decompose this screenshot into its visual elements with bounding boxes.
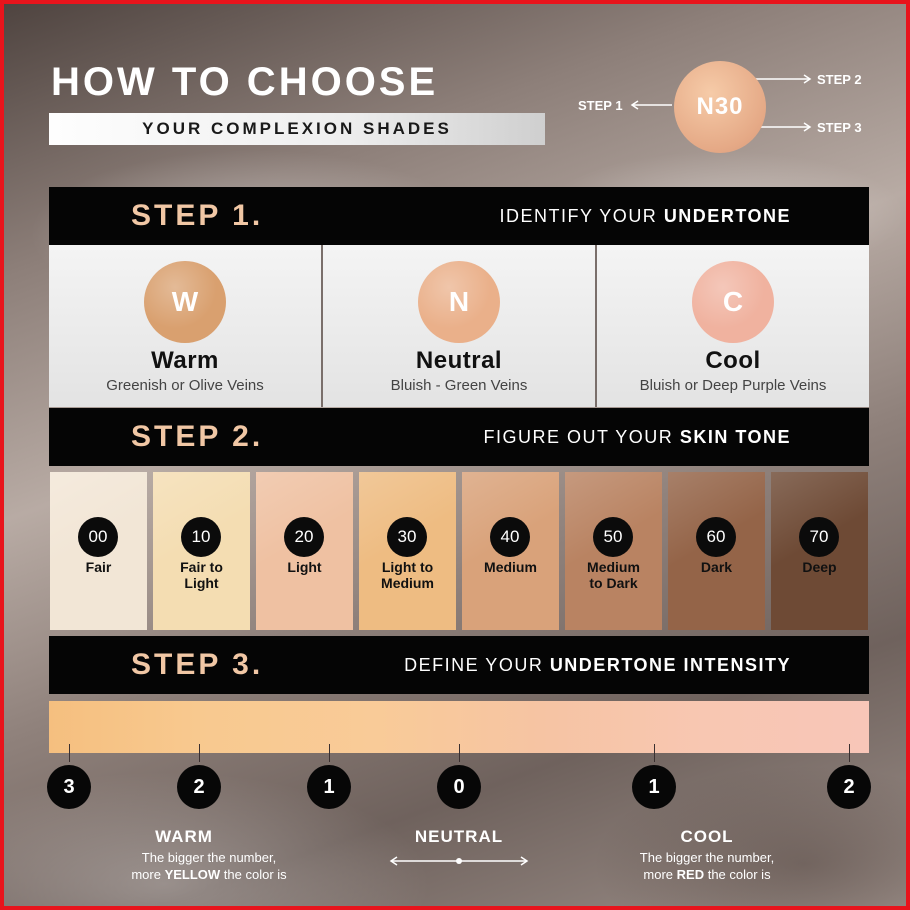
step-3-description: DEFINE YOUR UNDERTONE INTENSITY xyxy=(404,655,791,675)
step-2-description: FIGURE OUT YOUR SKIN TONE xyxy=(483,427,791,447)
callout-step-2: STEP 2 xyxy=(817,72,862,87)
main-title: HOW TO CHOOSE xyxy=(51,60,439,104)
skin-tone-label: Medium to Dark xyxy=(587,559,640,591)
step-2-title: STEP 2. xyxy=(131,420,264,453)
skin-tone-label: Fair xyxy=(85,559,112,575)
skin-tone-number: 50 xyxy=(593,517,633,557)
skin-tone-number: 20 xyxy=(284,517,324,557)
undertone-description: Greenish or Olive Veins xyxy=(106,377,264,394)
intensity-level: 0 xyxy=(437,765,481,809)
skin-tone-swatch xyxy=(771,472,868,630)
skin-tone-label: Dark xyxy=(700,559,733,575)
undertone-letter: N xyxy=(448,286,470,317)
skin-tone-number: 00 xyxy=(78,517,118,557)
step-1-title: STEP 1. xyxy=(131,199,264,232)
skin-tone-swatch xyxy=(256,472,353,630)
intensity-level: 2 xyxy=(177,765,221,809)
skin-tone-number: 60 xyxy=(696,517,736,557)
skin-tone-swatch xyxy=(153,472,250,630)
scale-tick xyxy=(459,744,460,762)
undertone-warm xyxy=(49,245,321,407)
scale-tick xyxy=(69,744,70,762)
step-2-bar xyxy=(49,408,869,466)
undertone-letter: C xyxy=(722,286,744,317)
step-3-bar xyxy=(49,636,869,694)
scale-tick xyxy=(849,744,850,762)
intensity-level: 1 xyxy=(632,765,676,809)
cool-description: The bigger the number, more RED the color is xyxy=(639,850,775,882)
cool-label: COOL xyxy=(680,827,734,846)
callout-step-1: STEP 1 xyxy=(578,98,623,113)
skin-tone-swatch xyxy=(565,472,662,630)
skin-tone-label: Deep xyxy=(802,559,837,575)
undertone-name: Neutral xyxy=(415,347,503,374)
skin-tone-swatch xyxy=(462,472,559,630)
skin-tone-swatch xyxy=(359,472,456,630)
skin-tone-number: 10 xyxy=(181,517,221,557)
step-3-title: STEP 3. xyxy=(131,648,264,681)
undertone-name: Warm xyxy=(151,347,219,374)
undertone-cool xyxy=(597,245,869,407)
skin-tone-label: Medium xyxy=(484,559,537,575)
warm-label: WARM xyxy=(155,827,213,846)
skin-tone-label: Light to Medium xyxy=(381,559,434,591)
scale-tick xyxy=(199,744,200,762)
skin-tone-number: 40 xyxy=(490,517,530,557)
skin-tone-label: Light xyxy=(287,559,322,575)
step-1-bar xyxy=(49,187,869,245)
warm-description: The bigger the number, more YELLOW the color is xyxy=(131,850,287,882)
skin-tone-swatch xyxy=(668,472,765,630)
scale-tick xyxy=(329,744,330,762)
intensity-level: 2 xyxy=(827,765,871,809)
double-arrow-icon xyxy=(388,854,530,868)
skin-tone-label: Fair to Light xyxy=(180,559,223,591)
intensity-level: 1 xyxy=(307,765,351,809)
undertone-neutral xyxy=(323,245,595,407)
undertone-letter: W xyxy=(171,286,199,317)
undertone-description: Bluish - Green Veins xyxy=(390,377,528,394)
callout-step-3: STEP 3 xyxy=(817,120,862,135)
neutral-label: NEUTRAL xyxy=(414,827,504,846)
undertone-description: Bluish or Deep Purple Veins xyxy=(639,377,827,394)
intensity-level: 3 xyxy=(47,765,91,809)
step-1-description: IDENTIFY YOUR UNDERTONE xyxy=(499,206,791,226)
skin-tone-number: 70 xyxy=(799,517,839,557)
example-shade-code: N30 xyxy=(696,93,744,120)
scale-tick xyxy=(654,744,655,762)
skin-tone-swatch xyxy=(50,472,147,630)
skin-tone-number: 30 xyxy=(387,517,427,557)
subtitle: YOUR COMPLEXION SHADES xyxy=(142,119,452,138)
undertone-name: Cool xyxy=(705,347,761,374)
